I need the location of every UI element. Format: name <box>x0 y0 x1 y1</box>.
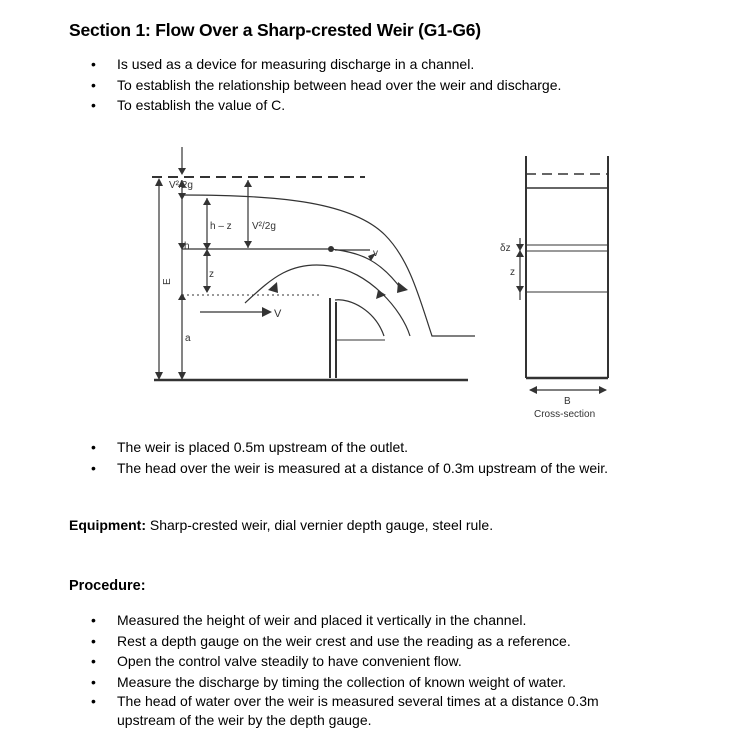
procedure-step: • The head of water over the weir is measured several times at a distance 0.3m upstream of the weir by the depth gauge. <box>0 692 637 730</box>
objective-item: • To establish the relationship between head over the weir and discharge. <box>0 75 754 96</box>
note-item: • The head over the weir is measured at a distance of 0.3m upstream of the weir. <box>0 458 754 479</box>
label-z-right: z <box>510 267 515 278</box>
section-title: Section 1: Flow Over a Sharp-crested Weir (G1-G6) <box>69 20 481 40</box>
note-item: • The weir is placed 0.5m upstream of the outlet. <box>0 437 754 458</box>
label-v-big: V <box>274 308 282 320</box>
label-h-minus-z: h – z <box>210 221 232 232</box>
label-delta-z: δz <box>500 243 511 254</box>
label-v-small: v <box>373 248 378 259</box>
label-v2-2g-mid: V²/2g <box>252 221 276 232</box>
objectives-list <box>0 54 754 116</box>
procedure-step: • Rest a depth gauge on the weir crest and use the reading as a reference. <box>0 631 754 652</box>
label-a: a <box>185 333 191 344</box>
equipment-label: Equipment: <box>69 517 146 533</box>
objective-item: • To establish the value of C. <box>0 95 754 116</box>
equipment-line <box>69 517 493 533</box>
procedure-step: • Open the control valve steadily to have convenient flow. <box>0 651 754 672</box>
procedure-step: • Measured the height of weir and placed it vertically in the channel. <box>0 610 754 631</box>
objective-item: • Is used as a device for measuring discharge in a channel. <box>0 54 754 75</box>
equipment-text: Sharp-crested weir, dial vernier depth gauge, steel rule. <box>146 517 494 533</box>
label-v2-2g-top: V²/2g <box>169 180 193 191</box>
label-b: B <box>564 396 571 407</box>
procedure-list <box>0 610 754 730</box>
label-e: E <box>162 278 173 285</box>
notes-list <box>0 437 754 478</box>
weir-diagram <box>140 140 620 430</box>
label-h: h <box>184 241 190 252</box>
procedure-heading: Procedure: <box>69 578 146 594</box>
procedure-step: • Measure the discharge by timing the collection of known weight of water. <box>0 672 754 693</box>
label-cross-section: Cross-section <box>534 409 596 420</box>
label-z: z <box>209 269 214 280</box>
